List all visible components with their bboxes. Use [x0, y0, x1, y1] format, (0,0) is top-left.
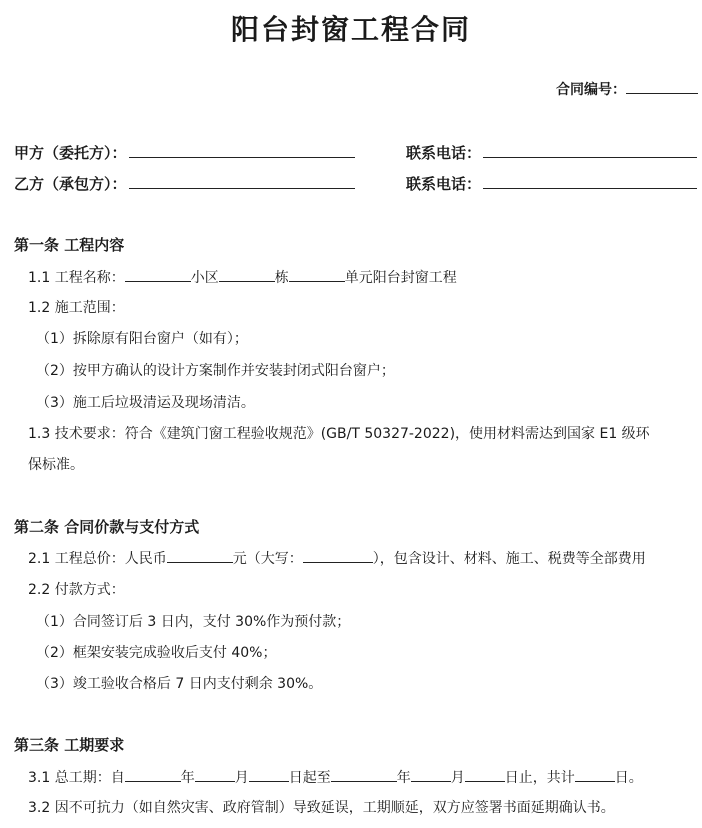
price-blank[interactable] [167, 547, 233, 563]
end-month-label: 月 [450, 770, 465, 786]
start-month-blank[interactable] [195, 766, 235, 782]
end-day-label: 日止，共计 [504, 770, 575, 786]
item-3-1 [28, 766, 643, 787]
building-blank[interactable] [219, 266, 275, 282]
item-1-1-part3: 单元阳台封窗工程 [344, 270, 457, 286]
item-1-1-prefix: 1.1 工程名称： [28, 270, 125, 286]
price-uppercase-blank[interactable] [303, 547, 373, 563]
party-a-row [14, 142, 355, 163]
end-month-blank[interactable] [411, 766, 451, 782]
item-2-1-mid: 元（大写： [232, 551, 303, 567]
item-2-1 [28, 547, 702, 568]
party-a-phone-row [406, 142, 697, 163]
item-1-2-sub2: （2）按甲方确认的设计方案制作并安装封闭式阳台窗户； [36, 363, 395, 379]
party-a-label: 甲方（委托方）： [14, 144, 127, 162]
party-b-row [14, 173, 355, 194]
article3-heading: 第三条 工期要求 [14, 736, 125, 754]
start-year-blank[interactable] [125, 766, 181, 782]
party-b-phone-blank[interactable] [483, 173, 697, 189]
item-3-1-prefix: 3.1 总工期：自 [28, 770, 125, 786]
item-1-2-sub3: （3）施工后垃圾清运及现场清洁。 [36, 395, 255, 411]
item-2-1-suffix: ），包含设计、材料、施工、税费等全部费用 [372, 551, 646, 567]
article2-heading: 第二条 合同价款与支付方式 [14, 518, 200, 536]
contract-number-label: 合同编号： [556, 82, 626, 98]
start-year-label: 年 [180, 770, 195, 786]
party-a-blank[interactable] [129, 142, 355, 158]
item-2-2-sub1: （1）合同签订后 3 日内，支付 30%作为预付款； [36, 614, 351, 630]
item-1-1 [28, 266, 457, 287]
item-1-1-part1: 小区 [190, 270, 219, 286]
contract-number-blank[interactable] [626, 78, 698, 94]
item-1-3: 1.3 技术要求：符合《建筑门窗工程验收规范》(GB/T 50327-2022)，使用材料需达到国家 E1 级环 [28, 426, 650, 442]
party-b-blank[interactable] [129, 173, 355, 189]
article1-heading: 第一条 工程内容 [14, 236, 125, 254]
contract-number [556, 78, 698, 99]
item-1-2: 1.2 施工范围： [28, 300, 125, 316]
end-year-label: 年 [396, 770, 411, 786]
item-2-2-sub3: （3）竣工验收合格后 7 日内支付剩余 30%。 [36, 676, 323, 692]
item-2-2-sub2: （2）框架安装完成验收后支付 40%； [36, 645, 277, 661]
party-a-phone-label: 联系电话： [406, 144, 482, 162]
party-b-phone-label: 联系电话： [406, 175, 482, 193]
end-year-blank[interactable] [331, 766, 397, 782]
item-2-1-prefix: 2.1 工程总价：人民币 [28, 551, 167, 567]
party-b-phone-row [406, 173, 697, 194]
total-days-blank[interactable] [575, 766, 615, 782]
end-day-blank[interactable] [465, 766, 505, 782]
item-1-1-part2: 栋 [274, 270, 289, 286]
start-day-label: 日起至 [288, 770, 331, 786]
item-3-2: 3.2 因不可抗力（如自然灾害、政府管制）导致延误，工期顺延，双方应签署书面延期确认书。 [28, 800, 615, 816]
item-1-3-cont: 保标准。 [28, 457, 84, 473]
party-a-phone-blank[interactable] [483, 142, 697, 158]
unit-blank[interactable] [289, 266, 345, 282]
party-b-label: 乙方（承包方）： [14, 175, 127, 193]
item-1-2-sub1: （1）拆除原有阳台窗户（如有）； [36, 331, 248, 347]
community-blank[interactable] [125, 266, 191, 282]
item-2-2: 2.2 付款方式： [28, 582, 125, 598]
page-title: 阳台封窗工程合同 [230, 13, 471, 46]
total-days-label: 日。 [614, 770, 643, 786]
start-day-blank[interactable] [249, 766, 289, 782]
start-month-label: 月 [234, 770, 249, 786]
